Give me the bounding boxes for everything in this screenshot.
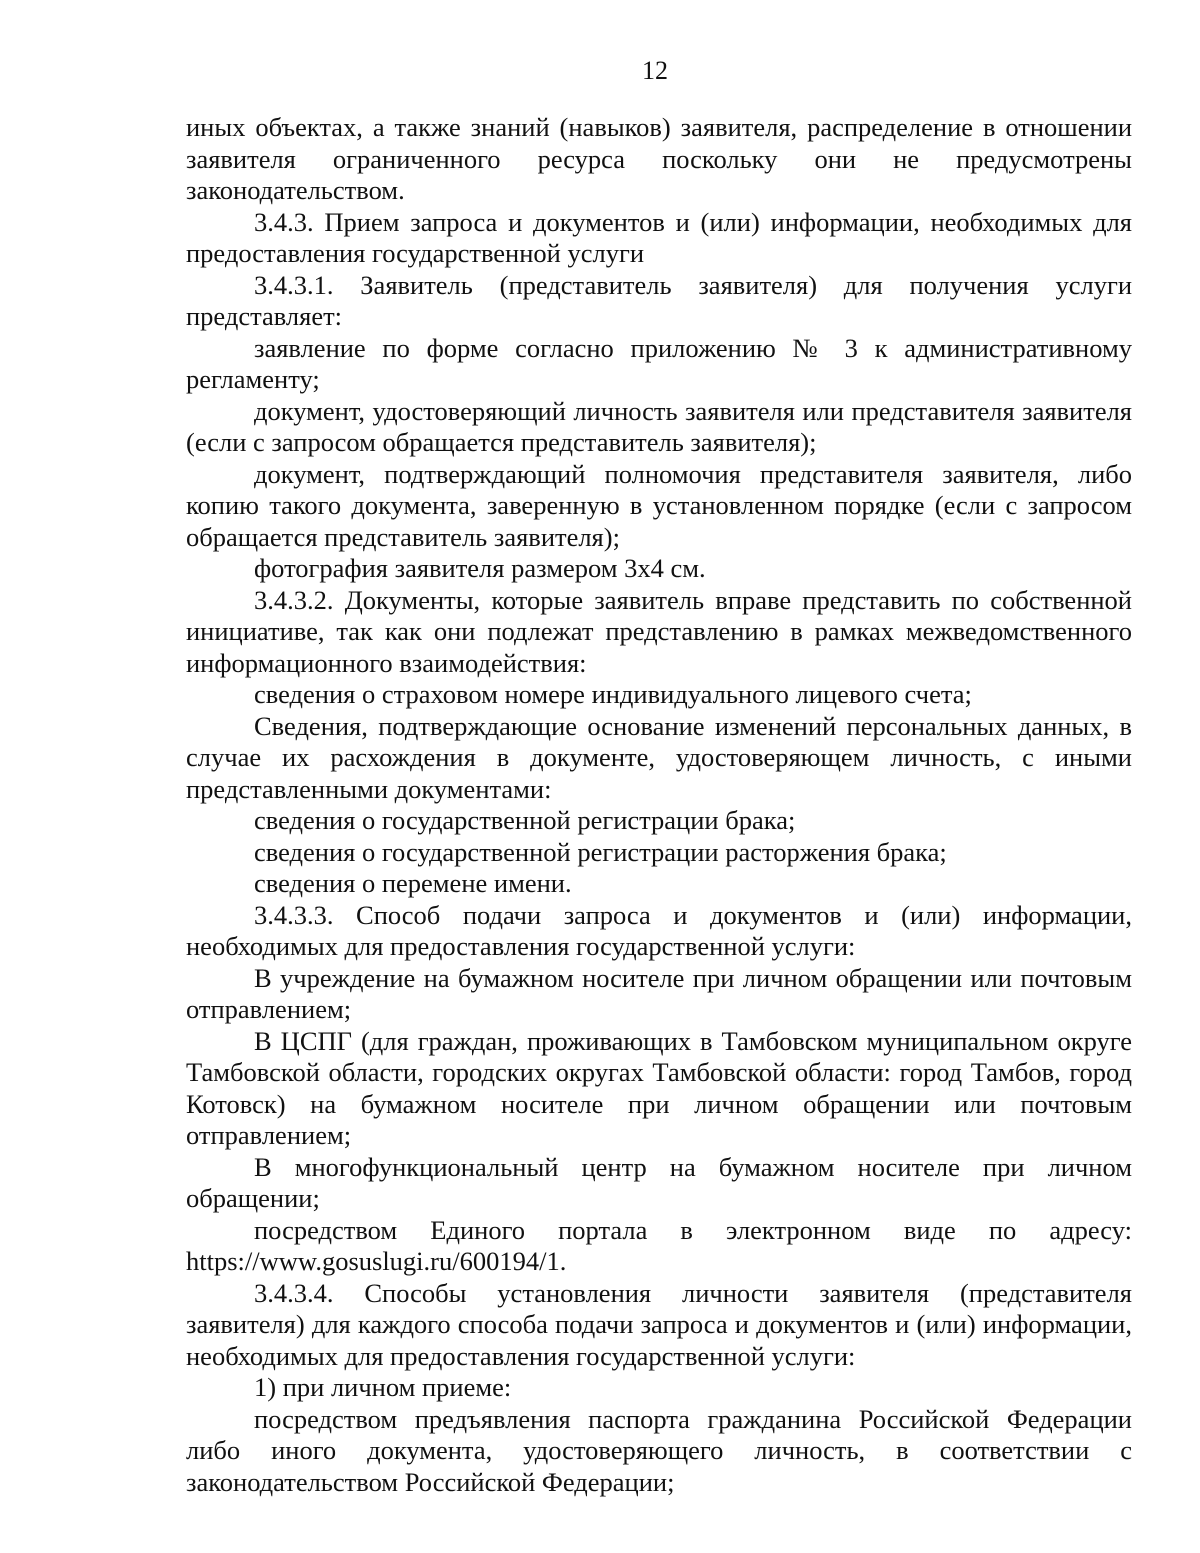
paragraph-3-4-3-2: 3.4.3.2. Документы, которые заявитель вправе представить по собственной инициативе, так как они подлежат представлению в рамках межведомственного информационного взаимодействия:	[186, 584, 1132, 678]
list-item-personal-reception: 1) при личном приеме:	[254, 1372, 512, 1402]
list-item-portal: посредством Единого портала в электронном виде по адресу: https://www.gosuslugi.ru/600194/1.	[186, 1214, 1132, 1276]
list-item-name-change: сведения о перемене имени.	[254, 868, 572, 898]
document-body	[186, 112, 1132, 1498]
paragraph-3-4-3-4: 3.4.3.4. Способы установления личности заявителя (представителя заявителя) для каждого способа подачи запроса и документов и (или) информации, необходимых для предоставления государственной услуги:	[186, 1277, 1132, 1371]
section-heading-3-4-3: 3.4.3. Прием запроса и документов и (или) информации, необходимых для предоставления государственной услуги	[186, 206, 1132, 268]
list-item-insurance-number: сведения о страховом номере индивидуального лицевого счета;	[254, 679, 972, 709]
list-item-personal-data-changes: Сведения, подтверждающие основание изменений персональных данных, в случае их расхождения в документе, удостоверяющем личность, с иными представленными документами:	[186, 710, 1132, 804]
list-item-application: заявление по форме согласно приложению № 3 к административному регламенту;	[186, 332, 1132, 394]
list-item-marriage-registration: сведения о государственной регистрации брака;	[254, 805, 796, 835]
list-item-institution: В учреждение на бумажном носителе при личном обращении или почтовым отправлением;	[186, 962, 1132, 1024]
list-item-passport: посредством предъявления паспорта гражданина Российской Федерации либо иного документа, удостоверяющего личность, в соответствии с законодательством Российской Федерации;	[186, 1403, 1132, 1497]
page-number: 12	[642, 56, 668, 85]
list-item-authority-document: документ, подтверждающий полномочия представителя заявителя, либо копию такого документа, заверенную в установленном порядке (если с запросом обращается представитель заявителя);	[186, 458, 1132, 552]
paragraph-3-4-3-1: 3.4.3.1. Заявитель (представитель заявителя) для получения услуги представляет:	[186, 269, 1132, 331]
list-item-divorce-registration: сведения о государственной регистрации расторжения брака;	[254, 836, 947, 867]
paragraph-3-4-3-3: 3.4.3.3. Способ подачи запроса и документов и (или) информации, необходимых для предоставления государственной услуги:	[186, 899, 1132, 961]
paragraph-continuation: иных объектах, а также знаний (навыков) заявителя, распределение в отношении заявителя ограниченного ресурса поскольку они не предусмотрены законодательством.	[186, 112, 1132, 205]
list-item-identity-document: документ, удостоверяющий личность заявителя или представителя заявителя (если с запросом обращается представитель заявителя);	[186, 395, 1132, 457]
list-item-photo: фотография заявителя размером 3х4 см.	[254, 553, 706, 583]
list-item-cspg: В ЦСПГ (для граждан, проживающих в Тамбовском муниципальном округе Тамбовской области, городских округах Тамбовской области: город Тамбов, город Котовск) на бумажном носителе при личном обращении или почтовым отправлением;	[186, 1025, 1132, 1150]
list-item-mfc: В многофункциональный центр на бумажном носителе при личном обращении;	[186, 1151, 1132, 1213]
